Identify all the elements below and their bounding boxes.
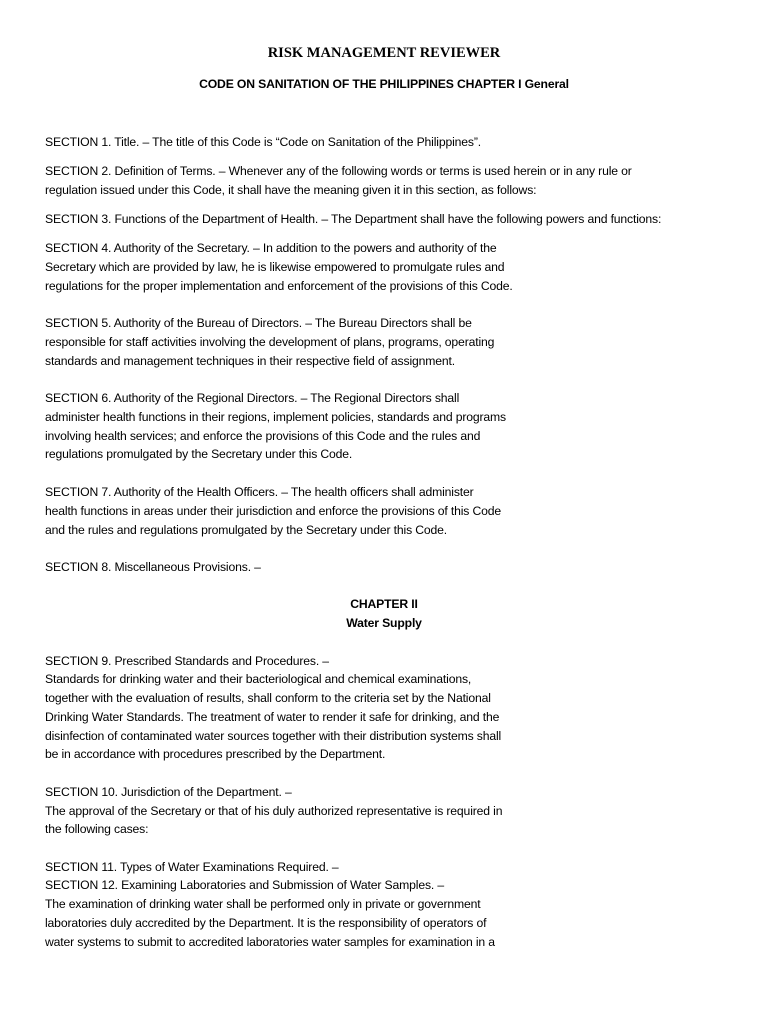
document-title: RISK MANAGEMENT REVIEWER bbox=[267, 45, 501, 61]
chapter-2-heading: CHAPTER II bbox=[350, 597, 418, 611]
section-7-line-2: health functions in areas under their jurisdiction and enforce the provisions of this Code bbox=[45, 504, 501, 518]
section-9-line-2: Standards for drinking water and their bacteriological and chemical examinations, bbox=[45, 672, 472, 686]
section-9-line-3: together with the evaluation of results, shall conform to the criteria set by the National bbox=[45, 691, 491, 705]
section-6-line-2: administer health functions in their regions, implement policies, standards and programs bbox=[45, 410, 507, 424]
section-10-line-1: SECTION 10. Jurisdiction of the Department. – bbox=[45, 785, 292, 799]
document-subtitle: CODE ON SANITATION OF THE PHILIPPINES CHAPTER I General bbox=[199, 77, 569, 91]
section-12-line-2: The examination of drinking water shall be performed only in private or government bbox=[45, 897, 481, 911]
section-7-line-3: and the rules and regulations promulgated by the Secretary under this Code. bbox=[45, 523, 448, 537]
chapter-2-subheading: Water Supply bbox=[346, 616, 422, 630]
section-9-line-1: SECTION 9. Prescribed Standards and Procedures. – bbox=[45, 654, 329, 668]
section-9-line-4: Drinking Water Standards. The treatment of water to render it safe for drinking, and the bbox=[45, 710, 500, 724]
section-5-line-3: standards and management techniques in their respective field of assignment. bbox=[45, 354, 455, 368]
section-1-line-1: SECTION 1. Title. – The title of this Code is “Code on Sanitation of the Philippines”. bbox=[45, 135, 482, 149]
section-11-line-1: SECTION 11. Types of Water Examinations Required. – bbox=[45, 860, 339, 874]
section-5-line-1: SECTION 5. Authority of the Bureau of Directors. – The Bureau Directors shall be bbox=[45, 316, 472, 330]
section-9-line-5: disinfection of contaminated water sources together with their distribution systems shall bbox=[45, 729, 502, 743]
section-3-line-1: SECTION 3. Functions of the Department of Health. – The Department shall have the following powers and functions: bbox=[45, 212, 662, 226]
section-6-line-4: regulations promulgated by the Secretary under this Code. bbox=[45, 447, 353, 461]
section-12-line-1: SECTION 12. Examining Laboratories and Submission of Water Samples. – bbox=[45, 878, 445, 892]
section-2-line-2: regulation issued under this Code, it shall have the meaning given it in this section, as follows: bbox=[45, 183, 537, 197]
section-4-line-2: Secretary which are provided by law, he is likewise empowered to promulgate rules and bbox=[45, 260, 505, 274]
section-4-line-1: SECTION 4. Authority of the Secretary. – In addition to the powers and authority of the bbox=[45, 241, 497, 255]
section-10-line-3: the following cases: bbox=[45, 822, 149, 836]
section-12-line-3: laboratories duly accredited by the Department. It is the responsibility of operators of bbox=[45, 916, 487, 930]
section-6-line-3: involving health services; and enforce the provisions of this Code and the rules and bbox=[45, 429, 481, 443]
section-4-line-3: regulations for the proper implementation and enforcement of the provisions of this Code. bbox=[45, 279, 513, 293]
section-8-line-1: SECTION 8. Miscellaneous Provisions. – bbox=[45, 560, 261, 574]
section-7-line-1: SECTION 7. Authority of the Health Officers. – The health officers shall administer bbox=[45, 485, 474, 499]
section-12-line-4: water systems to submit to accredited laboratories water samples for examination in a bbox=[45, 935, 495, 949]
section-10-line-2: The approval of the Secretary or that of his duly authorized representative is required in bbox=[45, 804, 503, 818]
section-9-line-6: be in accordance with procedures prescribed by the Department. bbox=[45, 747, 386, 761]
section-5-line-2: responsible for staff activities involving the development of plans, programs, operating bbox=[45, 335, 495, 349]
section-6-line-1: SECTION 6. Authority of the Regional Directors. – The Regional Directors shall bbox=[45, 391, 460, 405]
section-2-line-1: SECTION 2. Definition of Terms. – Whenever any of the following words or terms is used herein or in any rule or bbox=[45, 164, 632, 178]
